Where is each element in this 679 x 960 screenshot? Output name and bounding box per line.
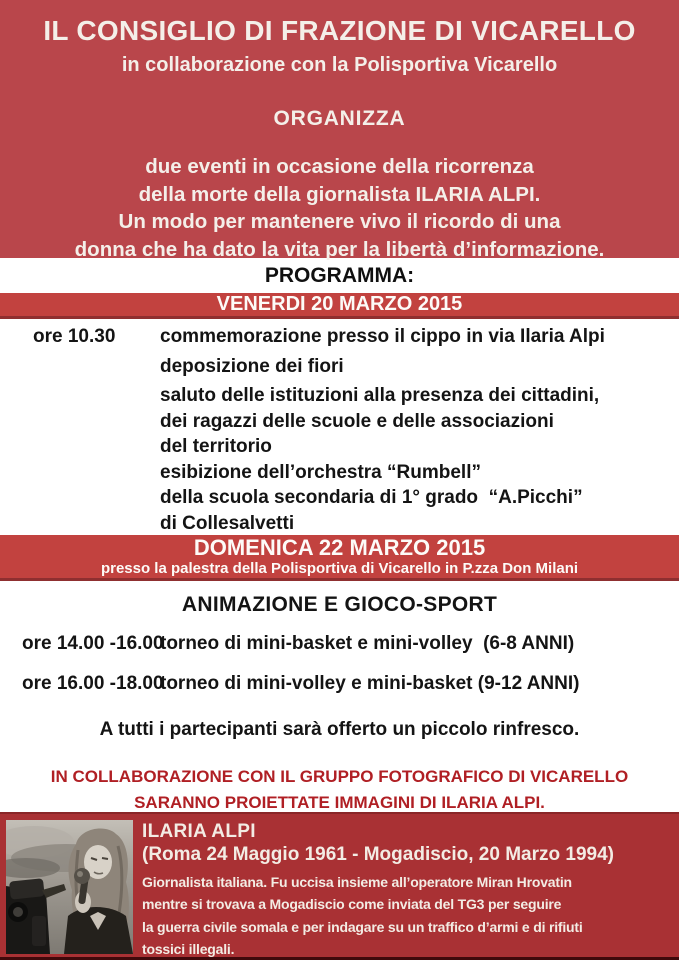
friday-banner: VENERDI 20 MARZO 2015	[0, 293, 679, 319]
poster-title: IL CONSIGLIO DI FRAZIONE DI VICARELLO	[43, 15, 636, 46]
intro-line: della morte della giornalista ILARIA ALPI.	[138, 182, 541, 206]
program-item: commemorazione presso il cippo in via Ilaria Alpi	[160, 326, 605, 347]
schedule-activity: torneo di mini-volley e mini-basket (9-12 ANNI)	[160, 673, 580, 694]
bio-line: tossici illegali.	[142, 940, 235, 957]
schedule-time: ore 14.00 -16.00	[22, 633, 164, 654]
sunday-banner	[0, 535, 679, 581]
schedule-row	[0, 632, 679, 656]
program-item: del territorio	[160, 436, 272, 457]
collaboration-note	[0, 764, 679, 816]
collaboration-line: SARANNO PROIETTATE IMMAGINI DI ILARIA ALPI.	[134, 793, 545, 812]
bio-line: mentre si trovava a Mogadiscio come inviata del TG3 per seguire	[142, 896, 562, 913]
collaboration-line: IN COLLABORAZIONE CON IL GRUPPO FOTOGRAFICO DI VICARELLO	[50, 767, 629, 786]
ilaria-alpi-photo	[6, 820, 133, 954]
program-item: deposizione dei fiori	[160, 355, 344, 377]
program-item: saluto delle istituzioni alla presenza dei cittadini,	[160, 385, 600, 406]
friday-items	[160, 324, 679, 535]
schedule-time: ore 16.00 -18.00	[22, 673, 164, 694]
bio-description	[142, 871, 679, 960]
schedule-activity: torneo di mini-basket e mini-volley (6-8 ANNI)	[160, 633, 575, 654]
bio-dates: (Roma 24 Maggio 1961 - Mogadiscio, 20 Marzo 1994)	[142, 844, 614, 865]
intro-paragraph	[0, 153, 679, 263]
bio-name: ILARIA ALPI	[142, 821, 256, 842]
sunday-banner-title: DOMENICA 22 MARZO 2015	[193, 535, 486, 560]
intro-line: donna che ha dato la vita per la libertà d’informazione.	[74, 237, 605, 261]
friday-time: ore 10.30	[33, 326, 116, 347]
bio-line: la guerra civile somala e per indagare su un traffico d’armi e di rifiuti	[142, 918, 583, 935]
poster-subtitle: in collaborazione con la Polisportiva Vicarello	[121, 54, 558, 76]
bio-text	[142, 814, 679, 960]
bio-line: Giornalista italiana. Fu uccisa insieme all’operatore Miran Hrovatin	[142, 874, 572, 890]
program-item: dei ragazzi delle scuole e delle associazioni	[160, 410, 554, 432]
program-item: esibizione dell’orchestra “Rumbell”	[160, 461, 481, 483]
intro-line: Un modo per mantenere vivo il ricordo di una	[118, 210, 561, 233]
friday-program	[0, 319, 679, 535]
header-block	[0, 0, 679, 261]
programma-heading: PROGRAMMA:	[0, 258, 679, 293]
animazione-heading: ANIMAZIONE E GIOCO-SPORT	[181, 593, 498, 616]
program-item: della scuola secondaria di 1° grado “A.Picchi”	[160, 487, 583, 508]
refreshment-note: A tutti i partecipanti sarà offerto un piccolo rinfresco.	[99, 719, 580, 740]
program-item: di Collesalvetti	[160, 512, 295, 534]
bio-block	[0, 812, 679, 960]
organizza-label: ORGANIZZA	[273, 107, 406, 130]
intro-line: due eventi in occasione della ricorrenza	[145, 155, 534, 178]
sunday-banner-subtitle: presso la palestra della Polisportiva di Vicarello in P.zza Don Milani	[100, 560, 579, 577]
schedule-row	[0, 672, 679, 696]
